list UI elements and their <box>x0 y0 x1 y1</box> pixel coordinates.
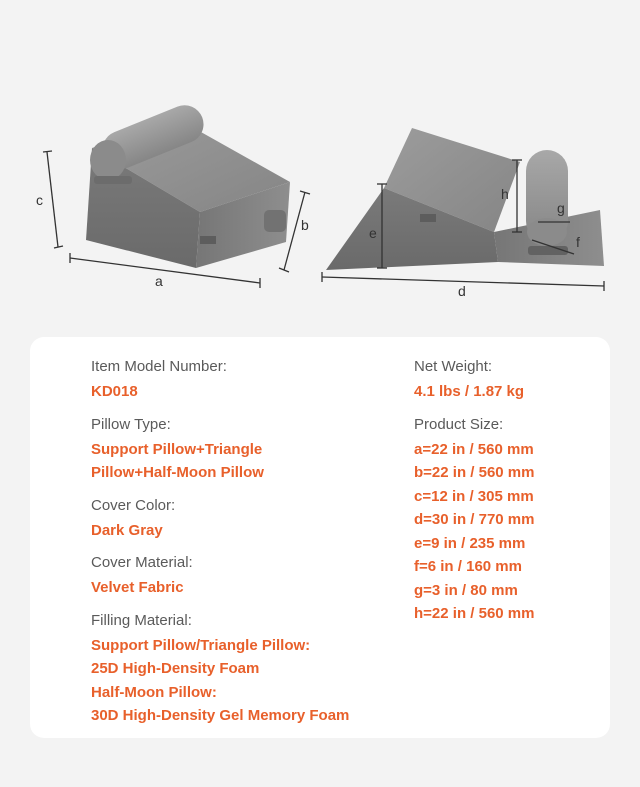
spec-cover-color <box>91 496 411 543</box>
dim-label-a: a <box>155 273 163 289</box>
spec-value: Support Pillow+Triangle <box>91 440 263 458</box>
dim-label-g: g <box>557 200 565 216</box>
spec-label: Cover Material: <box>91 554 193 571</box>
spec-value: b=22 in / 560 mm <box>414 464 535 481</box>
dim-label-h: h <box>501 186 509 202</box>
dim-label-c: c <box>36 192 43 208</box>
dim-label-f: f <box>576 234 580 250</box>
spec-label: Cover Color: <box>91 496 176 514</box>
spec-cover-material <box>91 553 411 600</box>
wedge-pillow-left <box>86 100 290 268</box>
spec-value: KD018 <box>91 383 138 400</box>
spec-value: 30D High-Density Gel Memory Foam <box>91 707 350 724</box>
spec-value: e=9 in / 235 mm <box>414 534 526 552</box>
spec-value: Dark Gray <box>91 521 163 539</box>
spec-net-weight <box>414 357 604 404</box>
spec-value: g=3 in / 80 mm <box>414 581 518 599</box>
spec-label: Item Model Number: <box>91 358 227 375</box>
spec-label: Pillow Type: <box>91 415 171 433</box>
spec-value: 25D High-Density Foam <box>91 660 260 677</box>
spec-label: Filling Material: <box>91 611 192 629</box>
spec-filling-material <box>91 611 411 728</box>
spec-value: 4.1 lbs / 1.87 kg <box>414 383 525 400</box>
dim-label-b: b <box>301 217 309 233</box>
spec-value: Support Pillow/Triangle Pillow: <box>91 636 311 654</box>
spec-value: d=30 in / 770 mm <box>414 511 535 528</box>
triangle-pillow-right <box>326 128 604 270</box>
spec-value: Half-Moon Pillow: <box>91 683 217 701</box>
spec-value: Velvet Fabric <box>91 579 184 596</box>
spec-card <box>30 337 610 738</box>
spec-column-left <box>91 357 411 739</box>
spec-model-number <box>91 357 411 404</box>
spec-pillow-type <box>91 415 411 485</box>
spec-label: Net Weight: <box>414 358 493 375</box>
spec-value: h=22 in / 560 mm <box>414 605 535 622</box>
spec-column-right <box>414 357 604 637</box>
spec-value: Pillow+Half-Moon Pillow <box>91 464 264 481</box>
spec-label: Product Size: <box>414 415 504 433</box>
spec-product-size <box>414 415 604 626</box>
dim-label-e: e <box>369 225 377 241</box>
spec-value: f=6 in / 160 mm <box>414 558 522 575</box>
dim-label-d: d <box>458 283 466 299</box>
spec-value: c=12 in / 305 mm <box>414 487 534 505</box>
spec-value: a=22 in / 560 mm <box>414 440 534 458</box>
product-illustration <box>0 0 640 320</box>
